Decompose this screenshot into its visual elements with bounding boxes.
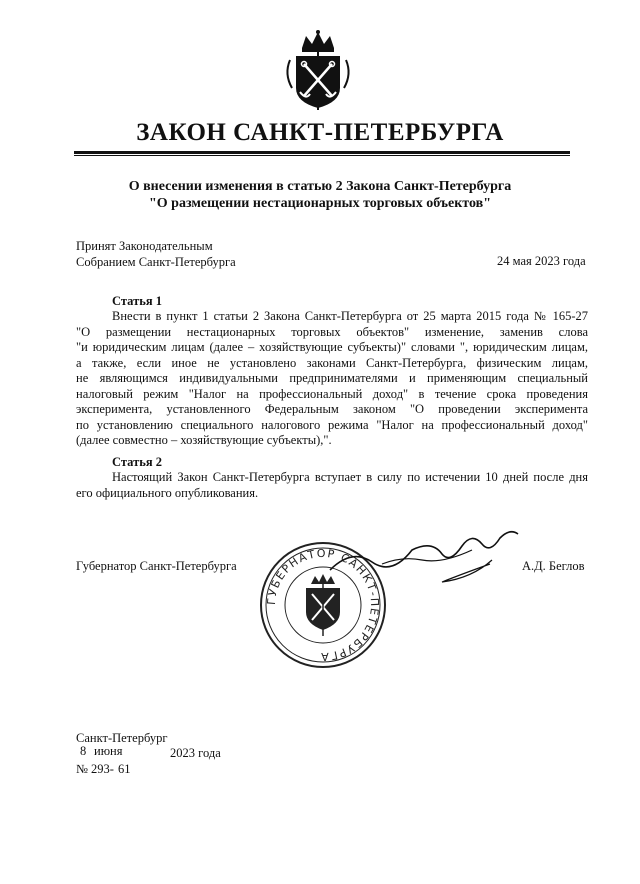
governor-name: А.Д. Беглов	[522, 559, 585, 573]
law-title: ЗАКОН САНКТ-ПЕТЕРБУРГА	[136, 119, 504, 146]
article-2-body	[76, 470, 588, 501]
signing-day: 8	[80, 744, 87, 758]
article-line: Внести в пункт 1 статьи 2 Закона Санкт-Петербурга от 25 марта 2015 года № 165-27	[112, 309, 588, 323]
adoption-line: Собранием Санкт-Петербурга	[76, 255, 236, 269]
signing-month: июня	[94, 744, 123, 758]
adoption-statement	[76, 238, 236, 270]
article-line: а также, если иное не установлено законами Санкт-Петербурга, физическим лицам,	[76, 355, 588, 370]
article-line: "О размещении нестационарных торговых объектов" изменение, заменив слова	[76, 324, 588, 339]
article-2-heading: Статья 2	[112, 455, 162, 469]
handwritten-signature	[322, 520, 522, 590]
article-line: Настоящий Закон Санкт-Петербурга вступает в силу по истечении 10 дней после дня	[112, 470, 588, 484]
signing-place: Санкт-Петербург	[76, 731, 168, 745]
article-line: "и юридическим лицам (далее – хозяйствующие субъекты)" словами ", юридическим лицам,	[76, 340, 588, 354]
article-line: (далее совместно – хозяйствующие субъекты),".	[76, 433, 332, 447]
subject-line: "О размещении нестационарных торговых объектов"	[149, 196, 491, 211]
signing-year: 2023 года	[170, 746, 221, 760]
adoption-line: Принят Законодательным	[76, 239, 213, 253]
article-1-body	[76, 309, 588, 449]
coat-of-arms-icon	[280, 30, 356, 112]
title-rule-thin	[74, 155, 570, 156]
subject-line: О внесении изменения в статью 2 Закона Санкт-Петербурга	[128, 179, 512, 194]
article-1-heading: Статья 1	[112, 294, 162, 308]
article-line: эксперимента, установленного Федеральным законом "О проведении эксперимента	[76, 402, 588, 416]
article-line: налоговый режим "Налог на профессиональный доход" в течение срока проведения	[76, 386, 588, 401]
seal-text: ГУБЕРНАТОР САНКТ-ПЕТЕРБУРГА	[264, 546, 382, 664]
governor-label: Губернатор Санкт-Петербурга	[76, 559, 237, 573]
law-number-label: № 293-	[76, 762, 114, 776]
law-number-value: 61	[118, 762, 131, 776]
adoption-date: 24 мая 2023 года	[497, 254, 586, 268]
law-subject	[0, 178, 640, 212]
article-line: не являющимся индивидуальными предпринимателями и применяющим специальный	[76, 371, 588, 385]
article-line: его официального опубликования.	[76, 485, 259, 500]
title-rule-thick	[74, 151, 570, 154]
article-line: по установлению специального налогового режима "Налог на профессиональный доход"	[76, 417, 588, 432]
